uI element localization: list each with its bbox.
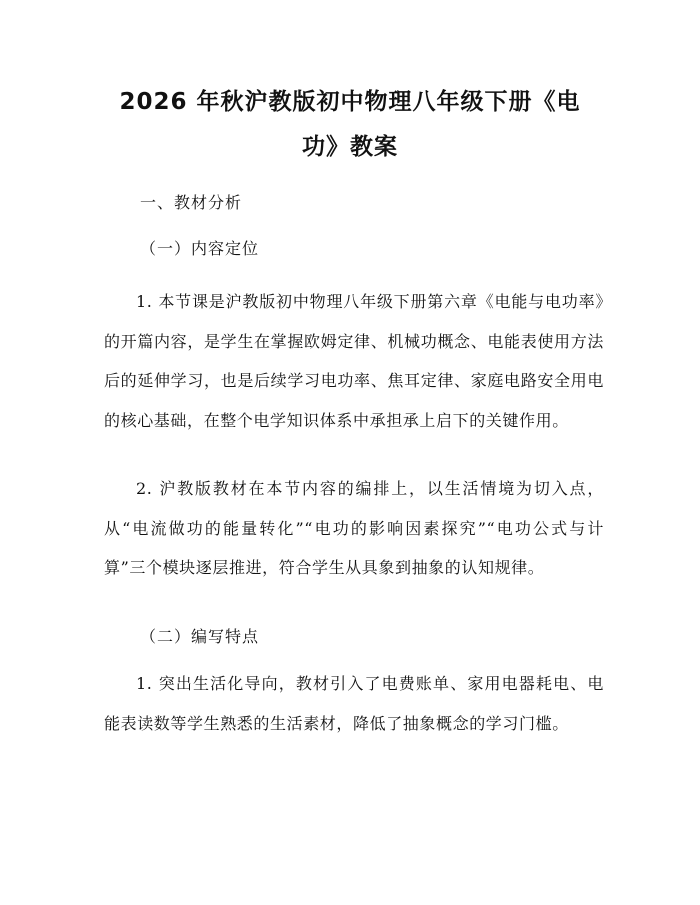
paragraph-content-positioning-2: 2. 沪教版教材在本节内容的编排上，以生活情境为切入点，从“电流做功的能量转化”“电功的影响因素探究”“电功公式与计算”三个模块逐层推进，符合学生从具象到抽象的认知规律。 <box>104 479 604 577</box>
document-title-line-2: 功》教案 <box>302 134 398 160</box>
document-title-line-1: 2026 年秋沪教版初中物理八年级下册《电 <box>119 89 581 115</box>
subsection-heading-content-positioning: （一）内容定位 <box>140 239 260 258</box>
paragraph-content-positioning-1: 1. 本节课是沪教版初中物理八年级下册第六章《电能与电功率》的开篇内容，是学生在掌握欧姆定律、机械功概念、电能表使用方法后的延伸学习，也是后续学习电功率、焦耳定律、家庭电路安全用电的核心基础，在整个电学知识体系中承担承上启下的关键作用。 <box>104 292 604 430</box>
subsection-heading-writing-features: （二）编写特点 <box>140 627 260 646</box>
section-heading-textbook-analysis: 一、教材分析 <box>140 193 243 212</box>
paragraph-writing-features-1: 1. 突出生活化导向，教材引入了电费账单、家用电器耗电、电能表读数等学生熟悉的生活素材，降低了抽象概念的学习门槛。 <box>104 674 604 733</box>
